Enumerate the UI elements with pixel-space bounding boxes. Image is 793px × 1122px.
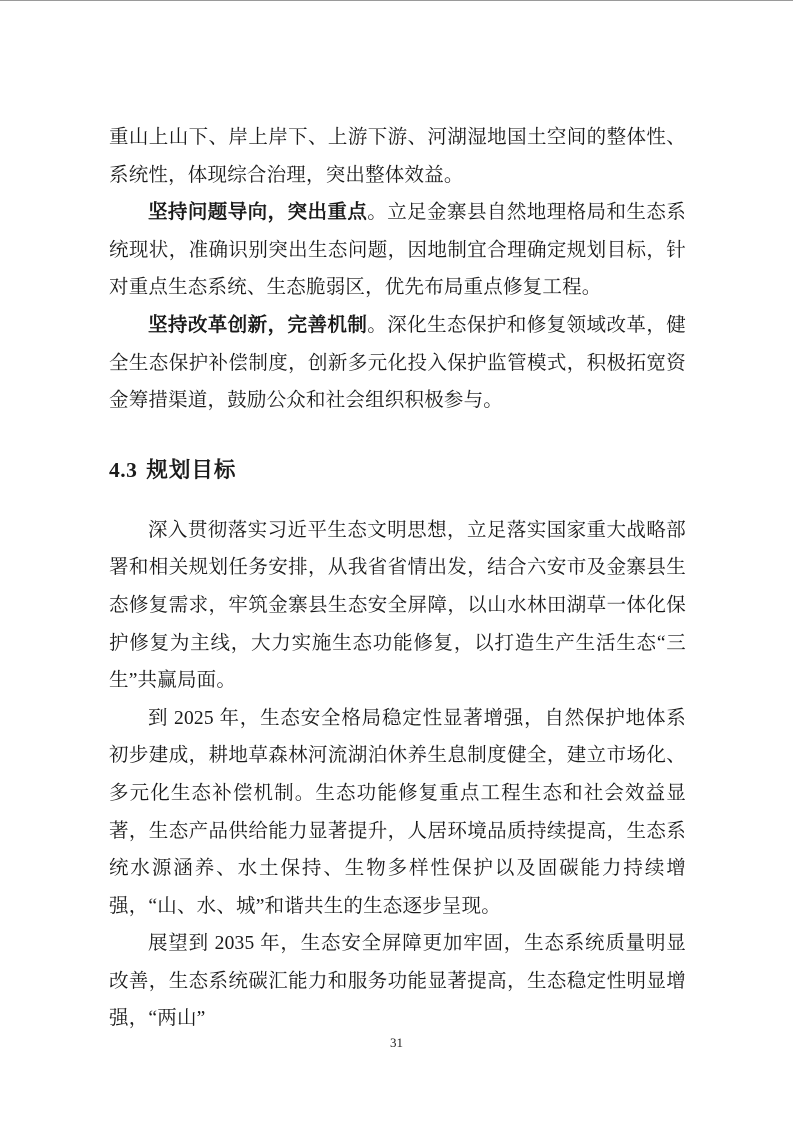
paragraph-bold-lead: 坚持问题导向，突出重点 (148, 202, 368, 224)
page-number: 31 (390, 1035, 403, 1050)
paragraph-text: 深入贯彻落实习近平生态文明思想，立足落实国家重大战略部署和相关规划任务安排，从我省省情出发，结合六安市及金寨县生态修复需求，牢筑金寨县生态安全屏障，以山水林田湖草一体化保护修复为主线，大力实施生态功能修复，以打造生产生活生态“三生”共赢局面。 (109, 519, 686, 692)
section-number: 4.3 (109, 457, 138, 482)
paragraph-text: 。深化生态保护和修复领域改革，健全生态保护补偿制度，创新多元化投入保护监管模式，积极拓宽资金筹措渠道，鼓励公众和社会组织积极参与。 (109, 314, 686, 412)
paragraph-bold-lead: 坚持改革创新，完善机制 (148, 314, 368, 336)
paragraph-text: 到 2025 年，生态安全格局稳定性显著增强，自然保护地体系初步建成，耕地草森林河流湖泊休养生息制度健全，建立市场化、多元化生态补偿机制。生态功能修复重点工程生态和社会效益显著，生态产品供给能力显著提升，人居环境品质持续提高，生态系统水源涵养、水土保持、生物多样性保护以及固碳能力持续增强，“山、水、城”和谐共生的生态逐步呈现。 (109, 707, 686, 917)
paragraph-continuation (109, 119, 686, 194)
page-body (109, 119, 686, 1038)
paragraph-principle-problem-oriented (109, 194, 686, 307)
paragraph-principle-reform-innovation (109, 307, 686, 420)
paragraph-goal-2025 (109, 700, 686, 926)
section-heading (109, 455, 686, 485)
paragraph-goal-2035 (109, 925, 686, 1038)
paragraph-text: 展望到 2035 年，生态安全屏障更加牢固，生态系统质量明显改善，生态系统碳汇能力和服务功能显著提高，生态稳定性明显增强，“两山” (109, 933, 686, 1030)
paragraph-text: 重山上山下、岸上岸下、上游下游、河湖湿地国土空间的整体性、系统性，体现综合治理，突出整体效益。 (109, 127, 686, 186)
paragraph-text: 。立足金寨县自然地理格局和生态系统现状，准确识别突出生态问题，因地制宜合理确定规划目标，针对重点生态系统、生态脆弱区，优先布局重点修复工程。 (109, 202, 686, 299)
section-title: 规划目标 (146, 457, 237, 482)
paragraph-guiding-ideology (109, 512, 686, 700)
